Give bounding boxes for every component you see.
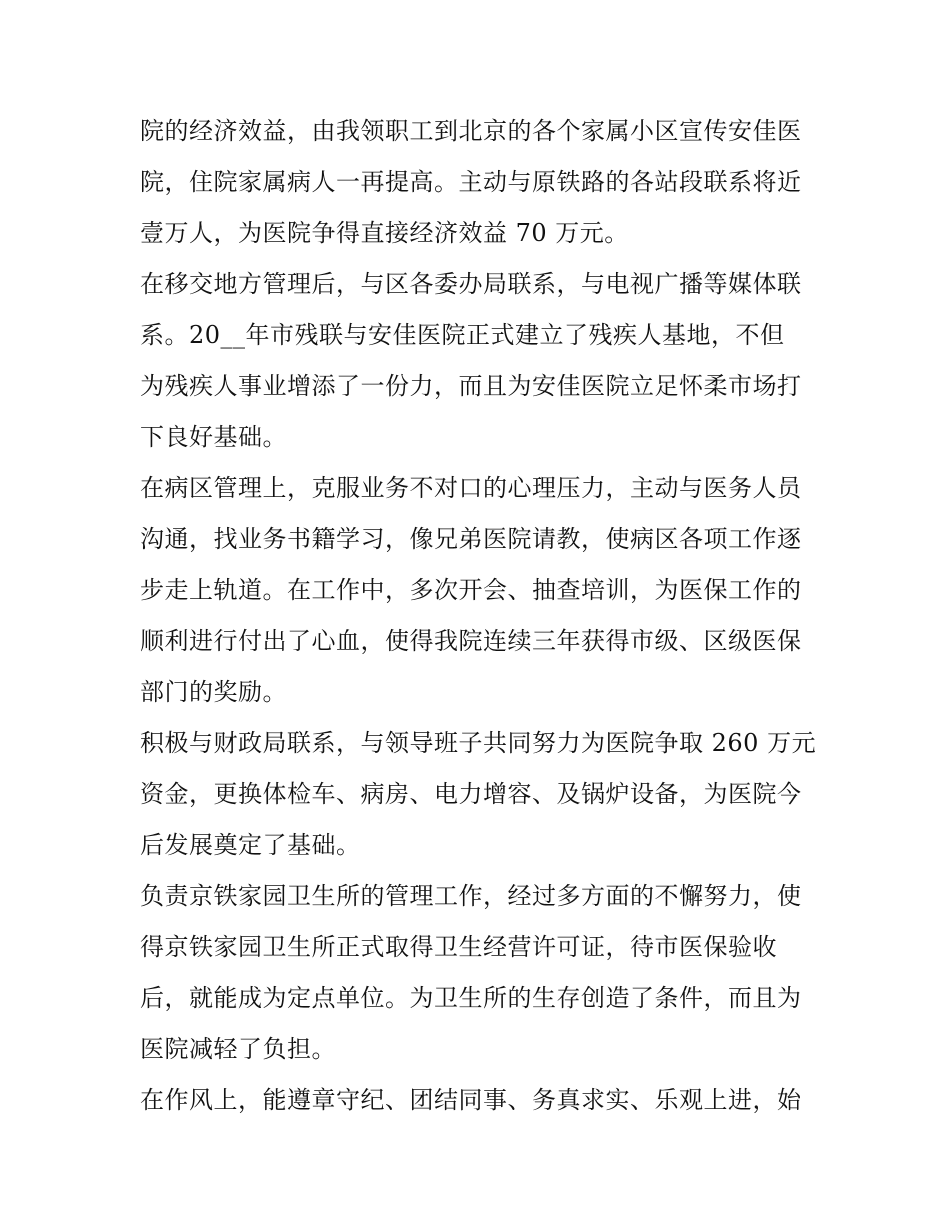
- text-line: 积极与财政局联系，与领导班子共同努力为医院争取 260 万元: [140, 729, 817, 757]
- paragraph-funding: [140, 718, 817, 871]
- text-line: 壹万人，为医院争得直接经济效益 70 万元。: [140, 219, 629, 247]
- text-line: 在移交地方管理后，与区各委办局联系，与电视广播等媒体联: [140, 270, 802, 298]
- text-line: 沟通，找业务书籍学习，像兄弟医院请教，使病区各项工作逐: [140, 525, 802, 553]
- text-line: 负责京铁家园卫生所的管理工作，经过多方面的不懈努力，使: [140, 882, 802, 910]
- text-line: 为残疾人事业增添了一份力，而且为安佳医院立足怀柔市场打: [140, 372, 802, 400]
- paragraph-work-style: [140, 1075, 812, 1126]
- text-line: 步走上轨道。在工作中，多次开会、抽查培训，为医保工作的: [140, 576, 802, 604]
- text-line: 后发展奠定了基础。: [140, 831, 361, 859]
- text-line: 医院减轻了负担。: [140, 1035, 336, 1063]
- text-line: 得京铁家园卫生所正式取得卫生经营许可证，待市医保验收: [140, 933, 777, 961]
- paragraph-ward-management: [140, 463, 812, 718]
- text-line: 顺利进行付出了心血，使得我院连续三年获得市级、区级医保: [140, 627, 802, 655]
- text-line: 在作风上，能遵章守纪、团结同事、务真求实、乐观上进，始: [140, 1086, 802, 1114]
- paragraph-clinic-management: [140, 871, 812, 1075]
- text-line: 院，住院家属病人一再提高。主动与原铁路的各站段联系将近: [140, 168, 802, 196]
- text-line: 部门的奖励。: [140, 678, 287, 706]
- paragraph-economic-benefit: [140, 106, 812, 259]
- text-line: 下良好基础。: [140, 423, 287, 451]
- text-line: 后，就能成为定点单位。为卫生所的生存创造了条件，而且为: [140, 984, 802, 1012]
- document-body: [140, 106, 817, 1126]
- paragraph-local-management: [140, 259, 812, 463]
- text-line: 资金，更换体检车、病房、电力增容、及锅炉设备，为医院今: [140, 780, 802, 808]
- text-line: 在病区管理上，克服业务不对口的心理压力，主动与医务人员: [140, 474, 802, 502]
- text-line: 院的经济效益，由我领职工到北京的各个家属小区宣传安佳医: [140, 117, 802, 145]
- text-line: 系。20__年市残联与安佳医院正式建立了残疾人基地，不但: [140, 321, 785, 349]
